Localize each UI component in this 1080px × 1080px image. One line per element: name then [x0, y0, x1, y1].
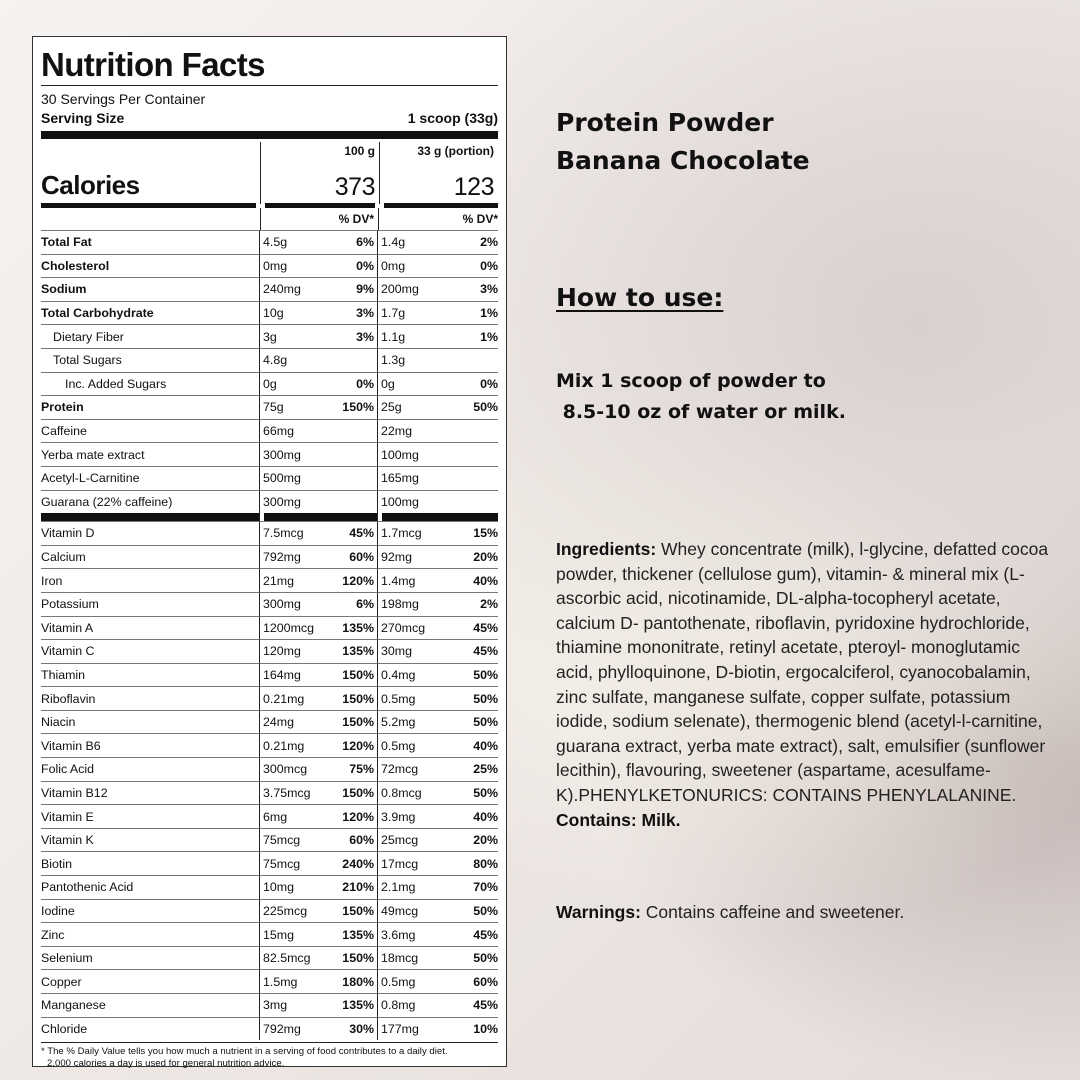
dv-portion: 45% [448, 993, 498, 1017]
amount-portion: 92mg [378, 545, 448, 569]
usage-instructions [556, 366, 846, 428]
serving-size-row [41, 109, 498, 127]
dv-100g: 3% [330, 301, 378, 325]
amount-100g: 792mg [260, 545, 330, 569]
calories-100g-cell [261, 142, 380, 204]
amount-portion: 1.4g [378, 230, 448, 254]
amount-100g: 10mg [260, 875, 330, 899]
dv-100g: 150% [330, 663, 378, 687]
nutrient-name: Vitamin B12 [41, 781, 260, 805]
dv-portion: 80% [448, 851, 498, 875]
nutrient-name: Niacin [41, 710, 260, 734]
dv-100g: 150% [330, 686, 378, 710]
thick-divider [41, 131, 498, 139]
nutrient-row [41, 875, 498, 899]
nutrient-row [41, 710, 498, 734]
dv-portion: 2% [448, 592, 498, 616]
amount-portion: 165mg [378, 466, 448, 490]
nutrient-row [41, 348, 498, 372]
dv-100g [330, 490, 378, 514]
amount-portion: 198mg [378, 592, 448, 616]
macronutrient-rows [41, 230, 498, 513]
amount-portion: 0.8mg [378, 993, 448, 1017]
footnote-line-2: 2,000 calories a day is used for general nutrition advice. [47, 1058, 285, 1070]
nutrient-name: Vitamin D [41, 521, 260, 545]
nutrient-name: Vitamin B6 [41, 733, 260, 757]
nutrient-row [41, 969, 498, 993]
nutrient-name: Chloride [41, 1017, 260, 1041]
nutrient-row [41, 442, 498, 466]
amount-100g: 3g [260, 324, 330, 348]
nutrient-row [41, 616, 498, 640]
nutrient-name: Zinc [41, 922, 260, 946]
dv-100g: 120% [330, 568, 378, 592]
allergen-statement: Contains: Milk. [556, 809, 681, 830]
dv-portion: 50% [448, 710, 498, 734]
amount-100g: 82.5mcg [260, 946, 330, 970]
nutrient-name: Acetyl-L-Carnitine [41, 466, 260, 490]
footnote-line-1: * The % Daily Value tells you how much a nutrient in a serving of food contributes to a daily diet. [41, 1046, 448, 1058]
amount-portion: 0.5mg [378, 733, 448, 757]
nutrient-name: Selenium [41, 946, 260, 970]
dv-100g: 6% [330, 592, 378, 616]
amount-100g: 4.5g [260, 230, 330, 254]
amount-portion: 100mg [378, 442, 448, 466]
nutrient-row [41, 419, 498, 443]
serving-size-value: 1 scoop (33g) [407, 110, 498, 126]
amount-100g: 6mg [260, 804, 330, 828]
nutrient-row [41, 946, 498, 970]
col-header-portion: 33 g (portion) [417, 144, 494, 158]
nutrient-name: Total Fat [41, 230, 260, 254]
amount-100g: 300mg [260, 592, 330, 616]
amount-100g: 0.21mg [260, 733, 330, 757]
amount-100g: 1.5mg [260, 969, 330, 993]
nutrient-row [41, 301, 498, 325]
dv-portion: 45% [448, 639, 498, 663]
nutrient-row [41, 277, 498, 301]
nutrient-row [41, 568, 498, 592]
usage-line-1: Mix 1 scoop of powder to [556, 370, 826, 392]
ingredients-list: Whey concentrate (milk), l-glycine, defatted cocoa powder, thickener (cellulose gum), vitamin- & mineral mix (L-ascorbic acid, nicotinamide, DL-alpha-tocopheryl acetate, calcium D- pantothenate, riboflavin, pyridoxine hydrochloride, thiamine mononitrate, retinyl acetate, pteroyl- monoglutamic acid, phylloquinone, D-biotin, ergocalciferol, cyanocobalamin, zinc sulfate, manganese sulfate, copper sulfate, potassium iodide, sodium selenate), thermogenic blend (acetyl-l-carnitine, guarana extract, yerba mate extract), salt, emulsifier (sunflower lecithin), flavouring, sweetener (aspartame, acesulfame-K).PHENYLKETONURICS: CONTAINS PHENYLALANINE. [556, 539, 1049, 805]
nutrient-name: Manganese [41, 993, 260, 1017]
calories-block [41, 142, 498, 204]
dv-100g: 75% [330, 757, 378, 781]
nutrient-name: Total Sugars [41, 348, 260, 372]
nutrient-row [41, 324, 498, 348]
nutrient-name: Pantothenic Acid [41, 875, 260, 899]
dv-100g: 120% [330, 804, 378, 828]
dv-portion: 70% [448, 875, 498, 899]
amount-portion: 100mg [378, 490, 448, 514]
nutrition-facts-title: Nutrition Facts [41, 46, 265, 83]
dv-portion: 50% [448, 946, 498, 970]
nutrient-row [41, 521, 498, 545]
calories-portion: 123 [453, 173, 494, 201]
nutrient-name: Guarana (22% caffeine) [41, 490, 260, 514]
dv-100g: 60% [330, 828, 378, 852]
nutrient-name: Caffeine [41, 419, 260, 443]
dv-portion: 10% [448, 1017, 498, 1041]
nutrient-row [41, 639, 498, 663]
amount-portion: 1.7mcg [378, 521, 448, 545]
amount-portion: 177mg [378, 1017, 448, 1041]
amount-100g: 3.75mcg [260, 781, 330, 805]
nutrient-row [41, 663, 498, 687]
dv-portion [448, 490, 498, 514]
amount-portion: 0g [378, 372, 448, 396]
amount-portion: 0.8mcg [378, 781, 448, 805]
amount-100g: 300mcg [260, 757, 330, 781]
amount-100g: 75mcg [260, 828, 330, 852]
dv-100g [330, 442, 378, 466]
dv-100g: 180% [330, 969, 378, 993]
amount-portion: 3.9mg [378, 804, 448, 828]
nutrient-name: Thiamin [41, 663, 260, 687]
amount-portion: 22mg [378, 419, 448, 443]
nutrient-name: Riboflavin [41, 686, 260, 710]
dv-100g: 135% [330, 922, 378, 946]
dv-portion: 25% [448, 757, 498, 781]
nutrient-row [41, 757, 498, 781]
amount-100g: 4.8g [260, 348, 330, 372]
nutrient-name: Protein [41, 395, 260, 419]
dv-portion: 50% [448, 395, 498, 419]
nutrient-row [41, 395, 498, 419]
amount-100g: 0.21mg [260, 686, 330, 710]
nutrient-name: Inc. Added Sugars [41, 372, 260, 396]
amount-100g: 24mg [260, 710, 330, 734]
nutrient-row [41, 466, 498, 490]
nutrient-row [41, 781, 498, 805]
amount-portion: 270mcg [378, 616, 448, 640]
nutrient-name: Cholesterol [41, 254, 260, 278]
dv-portion [448, 348, 498, 372]
amount-100g: 300mg [260, 490, 330, 514]
calories-100g: 373 [334, 173, 375, 201]
dv-portion: 40% [448, 804, 498, 828]
dv-portion: 15% [448, 521, 498, 545]
amount-portion: 0.5mg [378, 969, 448, 993]
nutrient-row [41, 545, 498, 569]
warnings-body: Contains caffeine and sweetener. [640, 902, 905, 922]
product-title-line-1: Protein Powder [556, 108, 774, 137]
amount-portion: 25mcg [378, 828, 448, 852]
amount-100g: 0g [260, 372, 330, 396]
nutrient-row [41, 733, 498, 757]
nutrient-row [41, 922, 498, 946]
dv-100g: 150% [330, 946, 378, 970]
nutrient-row [41, 230, 498, 254]
dv-100g: 135% [330, 993, 378, 1017]
dv-100g: 240% [330, 851, 378, 875]
amount-100g: 66mg [260, 419, 330, 443]
dv-portion: 20% [448, 545, 498, 569]
nutrient-name: Biotin [41, 851, 260, 875]
nutrient-name: Calcium [41, 545, 260, 569]
amount-portion: 72mcg [378, 757, 448, 781]
dv-100g [330, 466, 378, 490]
dv-100g: 150% [330, 781, 378, 805]
amount-100g: 300mg [260, 442, 330, 466]
nutrient-name: Yerba mate extract [41, 442, 260, 466]
dv-100g: 135% [330, 616, 378, 640]
nutrient-name: Folic Acid [41, 757, 260, 781]
amount-portion: 0mg [378, 254, 448, 278]
amount-100g: 0mg [260, 254, 330, 278]
dv-100g: 150% [330, 710, 378, 734]
usage-line-2: 8.5-10 oz of water or milk. [556, 401, 846, 423]
nutrient-row [41, 828, 498, 852]
nutrient-name: Dietary Fiber [41, 324, 260, 348]
dv-portion: 50% [448, 686, 498, 710]
amount-portion: 17mcg [378, 851, 448, 875]
footnote [41, 1042, 498, 1070]
nutrient-row [41, 993, 498, 1017]
dv-100g [330, 419, 378, 443]
amount-100g: 240mg [260, 277, 330, 301]
amount-100g: 164mg [260, 663, 330, 687]
dv-100g: 150% [330, 395, 378, 419]
dv-portion: 0% [448, 372, 498, 396]
amount-portion: 1.4mg [378, 568, 448, 592]
nutrient-name: Vitamin C [41, 639, 260, 663]
dv-portion [448, 419, 498, 443]
dv-100g: 60% [330, 545, 378, 569]
dv-100g: 30% [330, 1017, 378, 1041]
nutrient-row [41, 804, 498, 828]
ingredients-text [556, 537, 1056, 832]
nutrient-name: Sodium [41, 277, 260, 301]
amount-100g: 21mg [260, 568, 330, 592]
dv-100g: 6% [330, 230, 378, 254]
nutrient-row [41, 254, 498, 278]
dv-portion: 50% [448, 663, 498, 687]
amount-100g: 120mg [260, 639, 330, 663]
nutrient-name: Vitamin A [41, 616, 260, 640]
dv-header-portion: % DV* [462, 212, 498, 226]
servings-per-container: 30 Servings Per Container [41, 91, 206, 107]
dv-100g: 210% [330, 875, 378, 899]
nutrient-name: Potassium [41, 592, 260, 616]
amount-100g: 3mg [260, 993, 330, 1017]
product-title-line-2: Banana Chocolate [556, 146, 810, 175]
dv-portion: 20% [448, 828, 498, 852]
amount-portion: 25g [378, 395, 448, 419]
calories-label-cell [41, 142, 261, 204]
amount-portion: 3.6mg [378, 922, 448, 946]
col-header-100g: 100 g [344, 144, 375, 158]
serving-size-label: Serving Size [41, 110, 125, 126]
amount-portion: 2.1mg [378, 875, 448, 899]
amount-portion: 30mg [378, 639, 448, 663]
ingredients-label: Ingredients: [556, 539, 657, 559]
dv-100g: 9% [330, 277, 378, 301]
amount-100g: 500mg [260, 466, 330, 490]
nutrient-row [41, 1017, 498, 1041]
dv-100g: 45% [330, 521, 378, 545]
dv-100g: 150% [330, 899, 378, 923]
dv-portion [448, 442, 498, 466]
amount-portion: 49mcg [378, 899, 448, 923]
amount-100g: 75mcg [260, 851, 330, 875]
dv-portion: 2% [448, 230, 498, 254]
dv-portion: 3% [448, 277, 498, 301]
nutrient-row [41, 686, 498, 710]
nutrient-name: Copper [41, 969, 260, 993]
dv-portion [448, 466, 498, 490]
amount-portion: 0.4mg [378, 663, 448, 687]
amount-100g: 15mg [260, 922, 330, 946]
thick-divider [41, 513, 498, 521]
warnings-text [556, 900, 1056, 924]
dv-header-row [41, 208, 498, 230]
nutrient-row [41, 490, 498, 514]
calories-portion-cell [380, 142, 498, 204]
nutrient-row [41, 372, 498, 396]
dv-portion: 0% [448, 254, 498, 278]
dv-100g: 3% [330, 324, 378, 348]
amount-portion: 200mg [378, 277, 448, 301]
nutrient-row [41, 899, 498, 923]
dv-100g: 0% [330, 372, 378, 396]
nutrient-name: Vitamin E [41, 804, 260, 828]
nutrition-facts-panel [32, 36, 507, 1070]
amount-portion: 1.1g [378, 324, 448, 348]
amount-portion: 1.7g [378, 301, 448, 325]
divider [41, 85, 498, 86]
amount-100g: 75g [260, 395, 330, 419]
amount-portion: 0.5mg [378, 686, 448, 710]
dv-100g: 135% [330, 639, 378, 663]
nutrient-name: Iron [41, 568, 260, 592]
nutrient-row [41, 851, 498, 875]
dv-portion: 60% [448, 969, 498, 993]
amount-100g: 792mg [260, 1017, 330, 1041]
dv-portion: 50% [448, 781, 498, 805]
dv-100g: 0% [330, 254, 378, 278]
dv-portion: 40% [448, 733, 498, 757]
how-to-use-heading: How to use: [556, 283, 724, 312]
dv-portion: 40% [448, 568, 498, 592]
nutrient-name: Total Carbohydrate [41, 301, 260, 325]
amount-portion: 18mcg [378, 946, 448, 970]
nutrient-name: Vitamin K [41, 828, 260, 852]
warnings-label: Warnings: [556, 902, 641, 922]
dv-portion: 1% [448, 324, 498, 348]
amount-100g: 10g [260, 301, 330, 325]
nutrient-row [41, 592, 498, 616]
amount-100g: 225mcg [260, 899, 330, 923]
dv-header-100g: % DV* [261, 208, 379, 230]
micronutrient-rows [41, 521, 498, 1040]
amount-portion: 5.2mg [378, 710, 448, 734]
amount-100g: 7.5mcg [260, 521, 330, 545]
amount-100g: 1200mcg [260, 616, 330, 640]
dv-portion: 45% [448, 616, 498, 640]
dv-portion: 45% [448, 922, 498, 946]
nutrient-name: Iodine [41, 899, 260, 923]
dv-portion: 1% [448, 301, 498, 325]
product-title [556, 104, 810, 180]
calories-label: Calories [41, 170, 140, 200]
dv-100g: 120% [330, 733, 378, 757]
amount-portion: 1.3g [378, 348, 448, 372]
dv-100g [330, 348, 378, 372]
dv-portion: 50% [448, 899, 498, 923]
